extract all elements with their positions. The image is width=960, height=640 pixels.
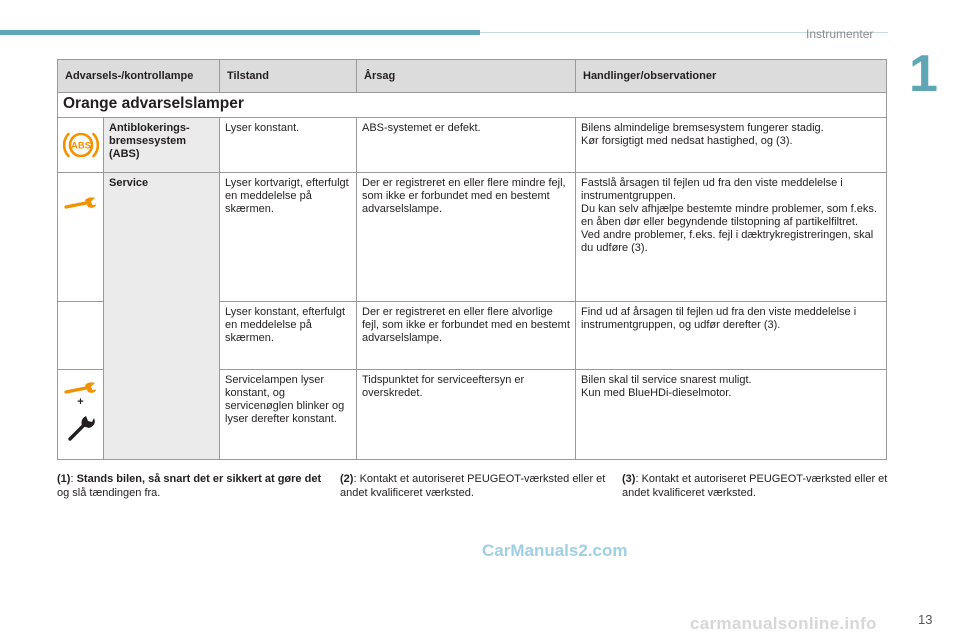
footnote-1-sep: : [70, 473, 77, 485]
section-title: Instrumenter [806, 27, 874, 41]
footnote-2 [340, 472, 610, 500]
chapter-number: 1 [909, 45, 938, 103]
abs-lamp-name: Antiblokerings-bremsesystem (ABS) [104, 118, 220, 173]
footnote-1-ref: (1) [57, 473, 71, 485]
group-title: Orange advarselslamper [58, 93, 887, 118]
footnote-1 [57, 472, 327, 500]
wrench-icon-orange [64, 380, 98, 396]
warning-lamps-table [57, 59, 887, 460]
watermark-carmanualsonline: carmanualsonline.info [690, 614, 877, 633]
service-cause-1: Der er registreret en eller flere mindre fejl, som ikke er forbundet med en bestemt advarselslampe. [357, 173, 576, 302]
abs-action: Bilens almindelige bremsesystem fungerer stadig. Kør forsigtigt med nedsat hastighed, og (3). [576, 118, 887, 173]
service-key-icon [65, 413, 97, 443]
footnote-1-bold: Stands bilen, så snart det er sikkert at gøre det [76, 473, 322, 485]
footnote-1-text: og slå tændingen fra. [57, 487, 161, 499]
service-state-1: Lyser kortvarigt, efterfulgt en meddelelse på skærmen. [220, 173, 357, 302]
footnote-3-ref: (3) [622, 473, 636, 485]
col-lamp-header: Advarsels-/kontrollampe [58, 60, 220, 93]
abs-state: Lyser konstant. [220, 118, 357, 173]
service-state-3: Servicelampen lyser konstant, og servicenøglen blinker og lyser derefter konstant. [220, 370, 357, 460]
footnote-2-text: : Kontakt et autoriseret PEUGEOT-værksted eller et andet kvalificeret værksted. [340, 473, 606, 499]
table-row-abs [58, 118, 887, 173]
col-action-header: Handlinger/observationer [576, 60, 887, 93]
plus-sign: + [77, 396, 84, 408]
abs-icon-cell [58, 118, 104, 173]
group-title-row [58, 93, 887, 118]
service-icon-cell [58, 173, 104, 302]
footnote-3 [622, 472, 892, 500]
abs-warning-icon [63, 128, 99, 162]
service-cause-2: Der er registreret en eller flere alvorlige fejl, som ikke er forbundet med en bestemt advarselslampe. [357, 302, 576, 370]
wrench-icon [64, 195, 98, 211]
table-row-service-1 [58, 173, 887, 302]
service-key-icon-cell [58, 370, 104, 460]
col-state-header: Tilstand [220, 60, 357, 93]
service-icon-cell-empty [58, 302, 104, 370]
header-accent-bar [0, 30, 480, 35]
service-state-2: Lyser konstant, efterfulgt en meddelelse på skærmen. [220, 302, 357, 370]
service-lamp-name: Service [104, 173, 220, 460]
service-action-2: Find ud af årsagen til fejlen ud fra den viste meddelelse i instrumentgruppen, og udfør derefter (3). [576, 302, 887, 370]
svg-text:ABS: ABS [70, 140, 92, 152]
watermark-carmanuals2: CarManuals2.com [482, 541, 628, 560]
abs-cause: ABS-systemet er defekt. [357, 118, 576, 173]
page-number: 13 [918, 612, 933, 627]
table-header-row [58, 60, 887, 93]
col-cause-header: Årsag [357, 60, 576, 93]
footnote-3-text: : Kontakt et autoriseret PEUGEOT-værksted eller et andet kvalificeret værksted. [622, 473, 888, 499]
service-action-3: Bilen skal til service snarest muligt. Kun med BlueHDi-dieselmotor. [576, 370, 887, 460]
service-action-1: Fastslå årsagen til fejlen ud fra den viste meddelelse i instrumentgruppen. Du kan selv afhjælpe bestemte mindre problemer, som f.eks. en åben dør eller begyndende tilstopning af partikelfiltret. Ved andre problemer, f.eks. fejl i dæktrykregistreringen, skal du udføre (3). [576, 173, 887, 302]
service-cause-3: Tidspunktet for serviceeftersyn er overskredet. [357, 370, 576, 460]
footnote-2-ref: (2) [340, 473, 354, 485]
